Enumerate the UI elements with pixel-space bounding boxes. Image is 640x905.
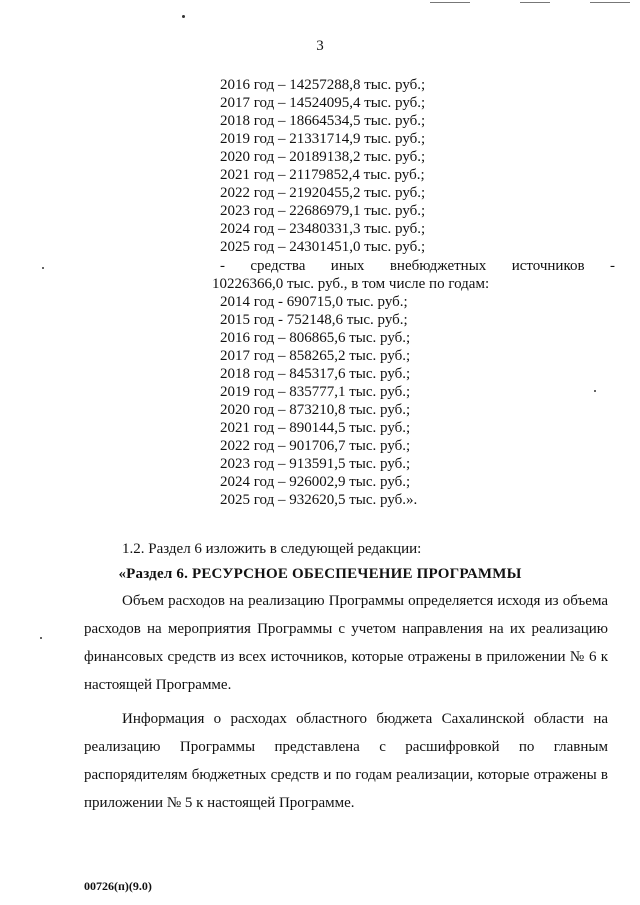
extra-budget-line bbox=[220, 257, 615, 275]
scan-artifact-rule bbox=[520, 2, 550, 3]
funding-year-line: 2019 год – 835777,1 тыс. руб.; bbox=[220, 384, 411, 400]
funding-year-line: 2016 год – 14257288,8 тыс. руб.; bbox=[220, 77, 426, 93]
paragraph-1: Объем расходов на реализацию Программы определяется исходя из объема расходов на мероприятия Программы с учетом направления на их реализацию финансовых средств из всех источников, которые отражены в приложении № 6 к настоящей Программе. bbox=[84, 593, 608, 693]
funding-year-line: 2023 год – 22686979,1 тыс. руб.; bbox=[220, 203, 426, 219]
funding-list bbox=[212, 76, 620, 509]
word: внебюджетных bbox=[389, 258, 487, 274]
clause-line: 1.2. Раздел 6 изложить в следующей редакции: bbox=[122, 541, 422, 557]
funding-year-line: 2022 год – 901706,7 тыс. руб.; bbox=[220, 438, 411, 454]
funding-year-line: 2020 год – 873210,8 тыс. руб.; bbox=[220, 402, 411, 418]
funding-year-line: 2017 год – 14524095,4 тыс. руб.; bbox=[220, 95, 426, 111]
funding-year-line: 2025 год – 932620,5 тыс. руб.». bbox=[220, 492, 418, 508]
funding-year-line: 2018 год – 18664534,5 тыс. руб.; bbox=[220, 113, 426, 129]
funding-year-line: 2025 год – 24301451,0 тыс. руб.; bbox=[220, 239, 426, 255]
main-paragraphs bbox=[84, 587, 608, 817]
word: средства bbox=[250, 258, 306, 274]
funding-list-extra-budget bbox=[220, 293, 620, 509]
footer-code: 00726(п)(9.0) bbox=[84, 879, 152, 893]
word: источников bbox=[511, 258, 585, 274]
funding-year-line: 2023 год – 913591,5 тыс. руб.; bbox=[220, 456, 411, 472]
scan-artifact-rule bbox=[590, 2, 630, 3]
funding-year-line: 2018 год – 845317,6 тыс. руб.; bbox=[220, 366, 411, 382]
clause-text bbox=[84, 535, 608, 563]
funding-year-line: 2024 год – 23480331,3 тыс. руб.; bbox=[220, 221, 426, 237]
funding-year-line: 2024 год – 926002,9 тыс. руб.; bbox=[220, 474, 411, 490]
funding-year-line: 2019 год – 21331714,9 тыс. руб.; bbox=[220, 131, 426, 147]
funding-year-line: 2020 год – 20189138,2 тыс. руб.; bbox=[220, 149, 426, 165]
extra-budget-total: 10226366,0 тыс. руб., в том числе по годам: bbox=[212, 276, 490, 292]
word: иных bbox=[330, 258, 365, 274]
funding-year-line: 2022 год – 21920455,2 тыс. руб.; bbox=[220, 185, 426, 201]
funding-year-line: 2021 год – 21179852,4 тыс. руб.; bbox=[220, 167, 425, 183]
scan-artifact-rule bbox=[430, 2, 470, 3]
scan-speck bbox=[42, 267, 44, 269]
paragraph-2: Информация о расходах областного бюджета Сахалинской области на реализацию Программы представлена с расшифровкой по главным распорядителям бюджетных средств и по годам реализации, которые отражены в приложении № 5 к настоящей Программе. bbox=[84, 711, 608, 811]
page-number: 3 bbox=[316, 38, 324, 54]
dash-word: - bbox=[220, 258, 225, 274]
section-title: «Раздел 6. РЕСУРСНОЕ ОБЕСПЕЧЕНИЕ ПРОГРАММЫ bbox=[118, 566, 522, 582]
funding-year-line: 2016 год – 806865,6 тыс. руб.; bbox=[220, 330, 411, 346]
scan-speck bbox=[182, 15, 185, 18]
dash-word: - bbox=[609, 258, 615, 274]
scan-speck bbox=[40, 637, 42, 639]
funding-year-line: 2014 год - 690715,0 тыс. руб.; bbox=[220, 294, 408, 310]
funding-year-line: 2017 год – 858265,2 тыс. руб.; bbox=[220, 348, 411, 364]
funding-year-line: 2021 год – 890144,5 тыс. руб.; bbox=[220, 420, 411, 436]
funding-list-regional bbox=[220, 76, 620, 256]
funding-year-line: 2015 год - 752148,6 тыс. руб.; bbox=[220, 312, 408, 328]
